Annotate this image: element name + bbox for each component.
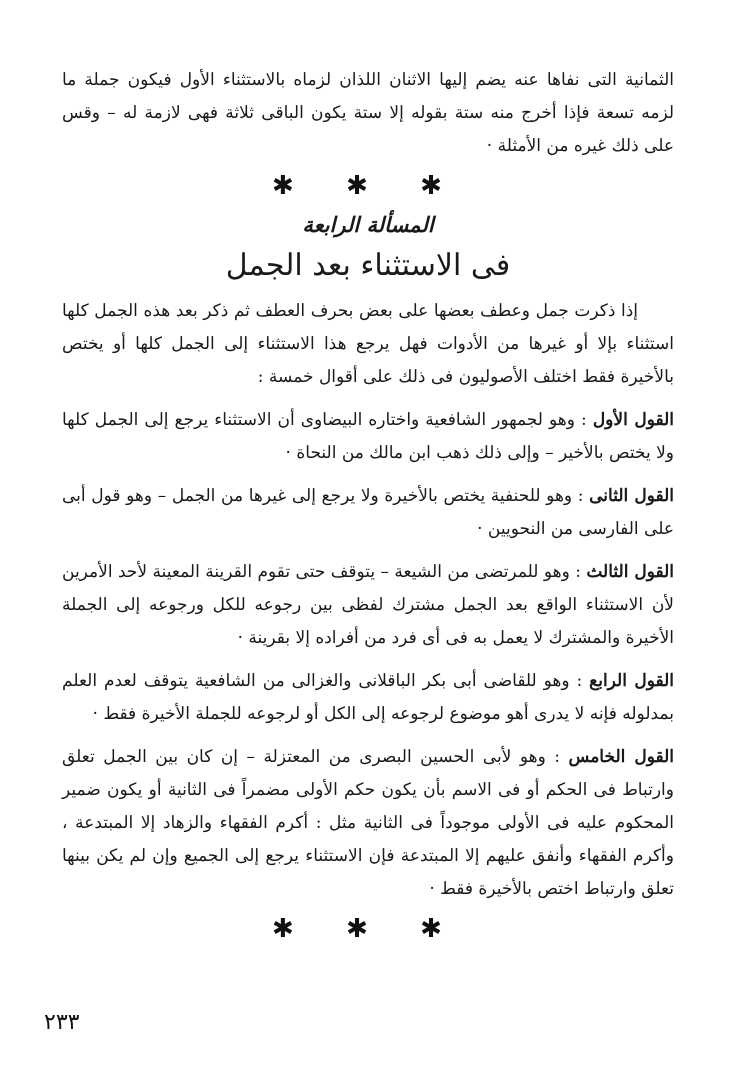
intro-paragraph: الثمانية التى نفاها عنه يضم إليها الاثنان اللذان لزماه بالاستثناء الأول فيكون جملة ما لزمه تسعة فإذا أخرج منه ستة بقوله إلا ستة يكون الباقى ثلاثة فهى لازمة له – وقس على ذلك غيره من الأمثلة · — [62, 70, 674, 156]
separator-stars-top: ✱ ✱ ✱ — [272, 171, 464, 201]
opinion-text: : وهو للمرتضى من الشيعة – يتوقف حتى تقوم القرينة المعينة لأحد الأمرين لأن الاستثناء الواقع بعد الجمل مشترك لفظى بين رجوعه للكل ورجوعه إلى الجملة الأخيرة والمشترك لا يعمل به فى أى فرد من أفراده إلا بقرينة · — [62, 562, 674, 648]
page-body — [62, 64, 674, 950]
separator-stars-bottom: ✱ ✱ ✱ — [272, 914, 464, 944]
opinion-text: : وهو للقاضى أبى بكر الباقلانى والغزالى من الشافعية يتوقف لعدم العلم بمدلوله فإنه لا يدرى أهو موضوع لرجوعه إلى الكل أو لرجوعه للجملة الأخيرة فقط · — [62, 671, 674, 724]
opinion-paragraph-2 — [62, 480, 674, 546]
page-number: ٢٣٣ — [44, 1010, 80, 1035]
opinion-paragraph-5 — [62, 741, 674, 906]
section-title: فى الاستثناء بعد الجمل — [225, 248, 511, 283]
opinion-label: القول الخامس — [568, 747, 674, 767]
opinion-text: : وهو للحنفية يختص بالأخيرة ولا يرجع إلى غيرها من الجمل – وهو قول أبى على الفارسى من النحويين · — [62, 486, 674, 539]
section-heading: المسألة الرابعة — [302, 212, 434, 237]
opinion-label: القول الثانى — [589, 486, 674, 506]
opinion-text: : وهو لجمهور الشافعية واختاره البيضاوى أن الاستثناء يرجع إلى الجمل كلها ولا يختص بالأخير – وإلى ذلك ذهب ابن مالك من النحاة · — [62, 410, 674, 463]
opinion-paragraph-4 — [62, 665, 674, 731]
opinion-text: : وهو لأبى الحسين البصرى من المعتزلة – إن كان بين الجمل تعلق وارتباط فى الحكم أو فى الاسم بأن يكون حكم الأولى مضمراً فى الثانية أو يكون ضمير المحكوم عليه فى الأولى موجوداً فى الثانية مثل : أكرم الفقهاء والزهاد إلا المبتدعة ، وأكرم الفقهاء وأنفق عليهم إلا المبتدعة فإن الاستثناء يرجع إلى الجميع وإن لم يكن بينها تعلق وارتباط اختص بالأخيرة فقط · — [62, 747, 674, 899]
opinion-label: القول الثالث — [586, 562, 675, 582]
opinion-paragraph-3 — [62, 556, 674, 655]
opinion-label: القول الأول — [592, 410, 674, 430]
opening-paragraph: إذا ذكرت جمل وعطف بعضها على بعض بحرف العطف ثم ذكر بعد هذه الجمل كلها استثناء بإلا أو غيرها من الأدوات فهل يرجع هذا الاستثناء إلى الجمل كلها أو يختص بالأخيرة فقط اختلف الأصوليون فى ذلك على أقوال خمسة : — [62, 301, 674, 387]
opinion-label: القول الرابع — [589, 671, 675, 691]
opinion-paragraph-1 — [62, 404, 674, 470]
